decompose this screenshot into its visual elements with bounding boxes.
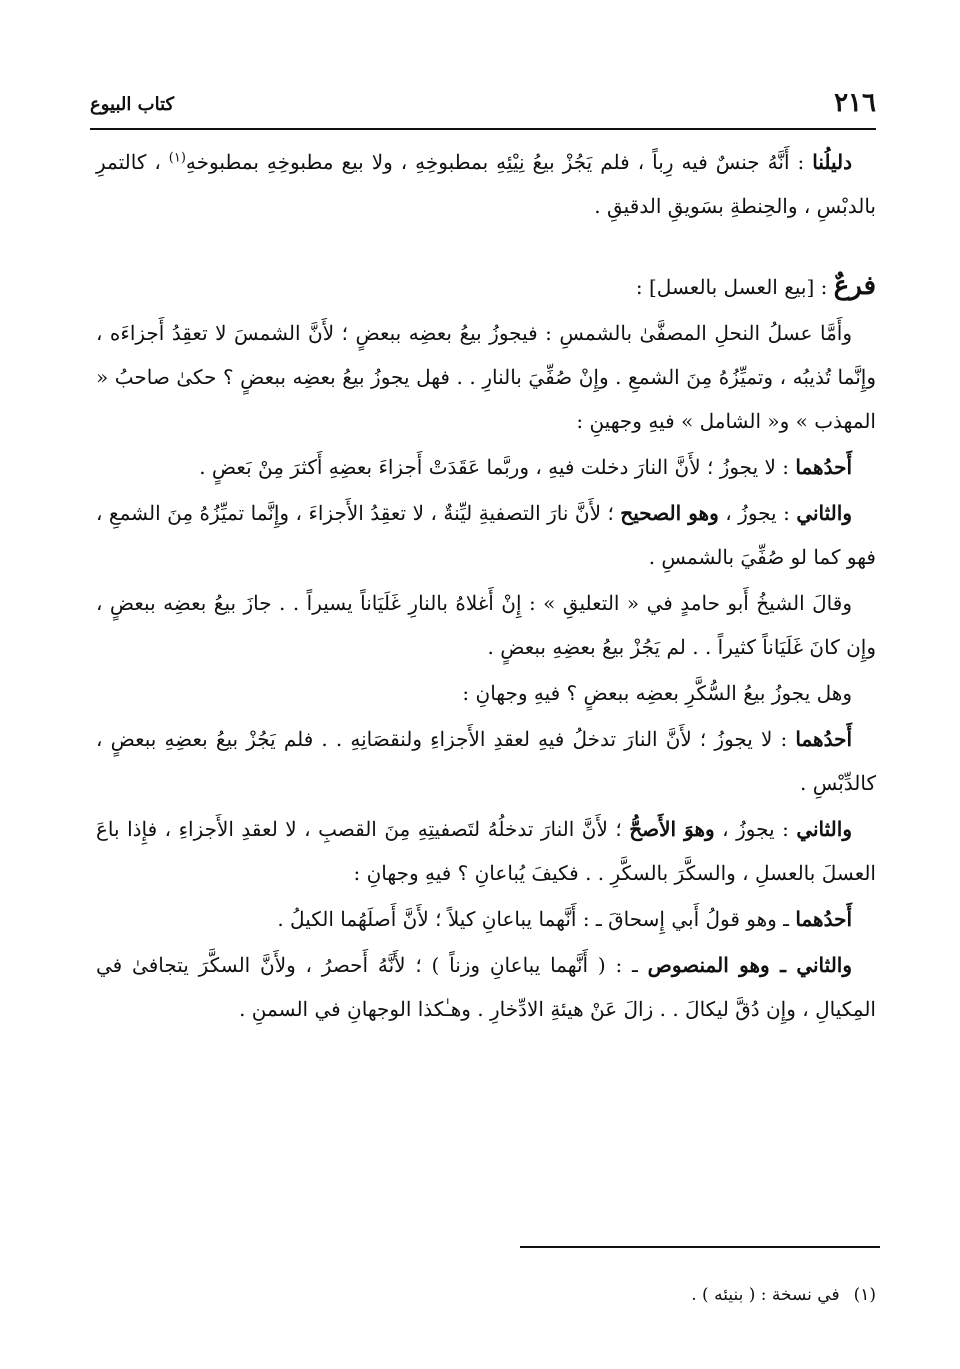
main-text bbox=[96, 140, 876, 1033]
paragraph-text: وهل يجوزُ بيعُ السُّكَّرِ بعضِه ببعضٍ ؟ فيهِ وجهانِ : bbox=[462, 681, 852, 705]
paragraph-lead: أَحدُهما bbox=[795, 727, 852, 751]
paragraph-text: : لا يجوزُ ؛ لأَنَّ النارَ تدخلُ فيهِ لعقدِ الأَجزاءِ ولنقصَانِهِ . . فلم يَجُزْ بيعُ بعضِهِ ببعضٍ ، كالدِّبْسِ . bbox=[96, 727, 876, 795]
section-label: فرعٌ bbox=[833, 271, 876, 301]
paragraph-tail: ، كالتمرِ بالدبْسِ ، والحِنطةِ بسَويقِ الدقيقِ . bbox=[96, 150, 876, 218]
paragraph-lead: أَحدُهما bbox=[795, 907, 852, 931]
paragraph-lead: والثاني ـ وهو المنصوص bbox=[647, 953, 852, 977]
paragraph-lead: دليلُنا bbox=[812, 150, 853, 174]
paragraph-intro bbox=[96, 311, 876, 443]
paragraph-measure-first bbox=[96, 897, 876, 941]
footnote-rule bbox=[520, 1246, 880, 1248]
section-heading bbox=[96, 264, 876, 309]
paragraph-text: : يجوزُ ، bbox=[714, 817, 797, 841]
paragraph-sugar-first bbox=[96, 717, 876, 805]
paragraph-measure-second bbox=[96, 943, 876, 1031]
paragraph-emphasis: وهو الصحيح bbox=[620, 501, 719, 525]
paragraph-text-continued: ؛ لأَنَّ نارَ التصفيةِ ليِّنةٌ ، لا تعقِدُ الأَجزاءَ ، وإِنَّما تميِّزُهُ مِنَ الشمعِ ، فهو كما لو صُفِّيَ بالشمسِ . bbox=[96, 501, 876, 569]
footnote bbox=[96, 1280, 876, 1310]
paragraph-lead: أَحدُهما bbox=[795, 455, 852, 479]
paragraph-text: ـ وهو قولُ أَبي إِسحاقَ ـ : أَنَّهما يباعانِ كيلاً ؛ لأَنَّ أَصلَهُما الكيلُ . bbox=[277, 907, 796, 931]
paragraph-lead: والثاني bbox=[796, 501, 852, 525]
paragraph-second-opinion bbox=[96, 491, 876, 579]
header-rule bbox=[90, 128, 876, 130]
paragraph-text: : أَنَّهُ جنسٌ فيه رِباً ، فلم يَجُزْ بيعُ نِيْئِهِ بمطبوخِهِ ، ولا بيع مطبوخِهِ بمطبوخهِ bbox=[185, 150, 813, 174]
footnote-number: (١) bbox=[853, 1285, 876, 1305]
paragraph-text: : يجوزُ ، bbox=[718, 501, 797, 525]
running-title: كتاب البيوع bbox=[90, 94, 175, 115]
paragraph-sugar-second bbox=[96, 807, 876, 895]
paragraph-text: : لا يجوزُ ؛ لأَنَّ النارَ دخلت فيهِ ، وربَّما عَقَدَتْ أَجزاءَ بعضِهِ أَكثرَ مِنْ بَعضٍ . bbox=[199, 455, 796, 479]
paragraph-abu-hamid bbox=[96, 581, 876, 669]
paragraph-text-continued: ؛ لأَنَّ النارَ تدخلُهُ لتَصفيتِهِ مِنَ القصبِ ، لا لعقدِ الأَجزاءِ ، فإِذا باعَ العسلَ بالعسلِ ، والسكَّرَ بالسكَّرِ . . فكيفَ يُباعانِ ؟ فيهِ وجهانِ : bbox=[96, 817, 876, 885]
paragraph-text: وقالَ الشيخُ أَبو حامدٍ في « التعليقِ » : إِنْ أَغلاهُ بالنارِ غَلَيَاناً يسيراً . . جازَ بيعُ بعضِه ببعضٍ ، وإِن كانَ غَلَيَاناً كثيراً . . لم يَجُزْ بيعُ بعضِهِ ببعضٍ . bbox=[96, 591, 876, 659]
page-header bbox=[90, 86, 876, 126]
paragraph-text: وأَمَّا عسلُ النحلِ المصفَّىٰ بالشمسِ : فيجوزُ بيعُ بعضِه ببعضٍ ؛ لأَنَّ الشمسَ لا تعقِدُ أَجزاءَه ، وإِنَّما تُذيبُه ، وتميِّزُهُ مِنَ الشمعِ . وإِنْ صُفِّيَ بالنارِ . . فهل يجوزُ بيعُ بعضِه ببعضٍ ؟ حكىٰ صاحبُ « المهذب » و« الشامل » فيهِ وجهينِ : bbox=[96, 321, 876, 433]
page-number: ٢١٦ bbox=[834, 88, 876, 118]
footnote-text: في نسخة : ( بنيئه ) . bbox=[691, 1285, 840, 1305]
paragraph-first-opinion bbox=[96, 445, 876, 489]
section-title: : [بيع العسل بالعسل] : bbox=[635, 275, 834, 299]
footnote-reference[interactable]: (١) bbox=[168, 150, 186, 166]
paragraph-sugar-question bbox=[96, 671, 876, 715]
paragraph-lead: والثاني bbox=[796, 817, 852, 841]
paragraph-evidence bbox=[96, 140, 876, 228]
paragraph-text: ـ : ( أَنَّهما يباعانِ وزناً ) ؛ لأَنَّهُ أَحصرُ ، ولأَنَّ السكَّرَ يتجافىٰ في المِكيالِ ، وإِن دُقَّ ليكالَ . . زالَ عَنْ هيئةِ الادِّخارِ . وهـٰكذا الوجهانِ في السمنِ . bbox=[96, 953, 876, 1021]
paragraph-emphasis: وهوَ الأَصحُّ bbox=[629, 817, 715, 841]
